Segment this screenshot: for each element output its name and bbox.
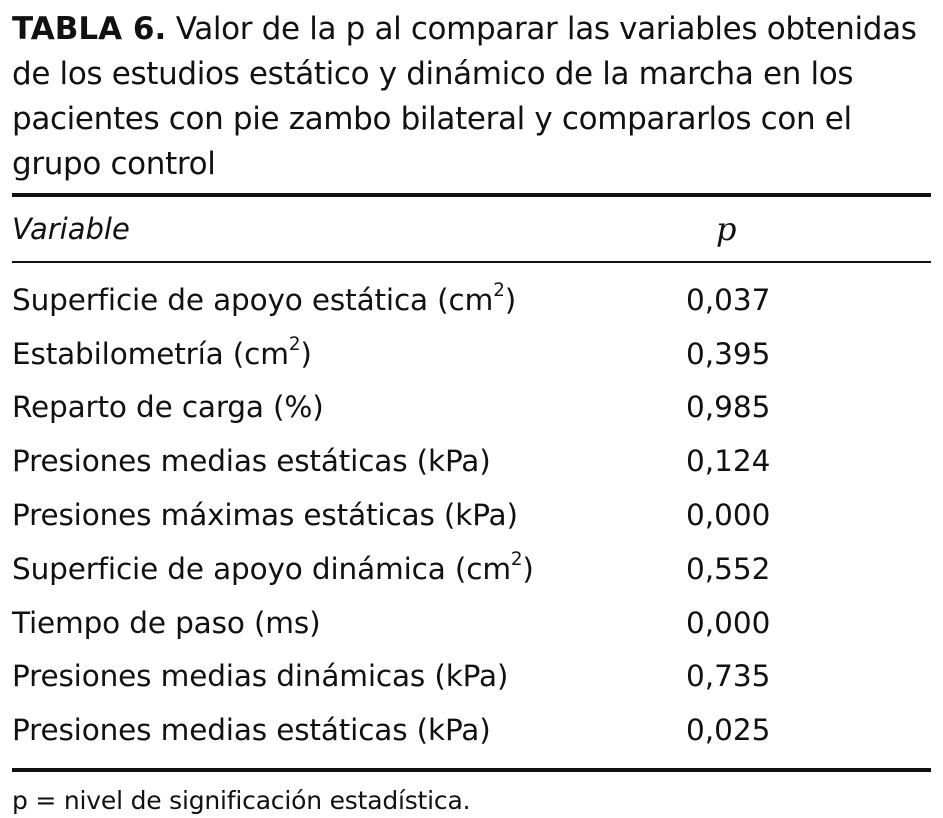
table-row xyxy=(12,273,931,327)
table-caption-text: Valor de la p al comparar las variables obtenidas de los estudios estático y dinámico de la marcha en los pacientes con pie zambo bilateral y compararlos con el grupo control xyxy=(12,11,917,182)
row-p-value: 0,000 xyxy=(686,605,771,640)
row-p-value: 0,395 xyxy=(686,336,771,371)
row-variable-text: Presiones medias dinámicas (kPa) xyxy=(12,659,509,694)
table-body xyxy=(12,263,931,768)
row-variable-superscript: 2 xyxy=(510,549,523,571)
row-variable xyxy=(12,334,684,371)
row-variable-suffix: ) xyxy=(300,336,312,371)
table-header-row xyxy=(12,197,931,261)
table-document xyxy=(12,7,931,818)
row-variable-text: Superficie de apoyo dinámica (cm xyxy=(12,551,511,586)
row-variable-text: Estabilometría (cm xyxy=(12,336,289,371)
row-variable-text: Superficie de apoyo estática (cm xyxy=(12,282,494,317)
table-caption-label: TABLA 6. xyxy=(12,11,167,47)
table-row xyxy=(12,434,931,488)
row-p-value: 0,552 xyxy=(686,551,771,586)
row-variable-text: Presiones máximas estáticas (kPa) xyxy=(12,498,518,533)
table-row xyxy=(12,703,931,757)
row-variable xyxy=(12,390,684,424)
table-row xyxy=(12,381,931,435)
row-variable xyxy=(12,280,684,317)
row-p-value: 0,000 xyxy=(686,498,771,533)
column-header-p: p xyxy=(716,210,737,248)
row-variable-superscript: 2 xyxy=(493,280,505,302)
table-row xyxy=(12,542,931,596)
row-variable-text: Presiones medias estáticas (kPa) xyxy=(12,713,491,748)
table-row xyxy=(12,327,931,381)
row-variable xyxy=(12,606,684,640)
row-variable-text: Tiempo de paso (ms) xyxy=(12,605,321,640)
row-variable xyxy=(12,444,684,478)
row-variable xyxy=(12,498,684,532)
row-p-value: 0,124 xyxy=(686,444,771,479)
row-variable-suffix: ) xyxy=(522,551,534,586)
row-p-value: 0,985 xyxy=(686,390,771,425)
column-header-variable: Variable xyxy=(12,212,130,246)
table-row xyxy=(12,650,931,704)
row-variable xyxy=(12,713,684,747)
row-variable-text: Reparto de carga (%) xyxy=(12,390,324,425)
table-row xyxy=(12,488,931,542)
table-footnote: p = nivel de significación estadística. xyxy=(12,786,471,816)
table-caption xyxy=(12,7,931,187)
row-variable xyxy=(12,549,684,586)
row-p-value: 0,025 xyxy=(686,713,771,748)
row-variable xyxy=(12,659,684,693)
table-bottom-rule xyxy=(12,768,931,772)
row-variable-superscript: 2 xyxy=(288,334,301,356)
table-row xyxy=(12,596,931,650)
row-p-value: 0,735 xyxy=(686,659,771,694)
row-p-value: 0,037 xyxy=(686,282,771,317)
row-variable-text: Presiones medias estáticas (kPa) xyxy=(12,444,491,479)
row-variable-suffix: ) xyxy=(504,282,517,317)
